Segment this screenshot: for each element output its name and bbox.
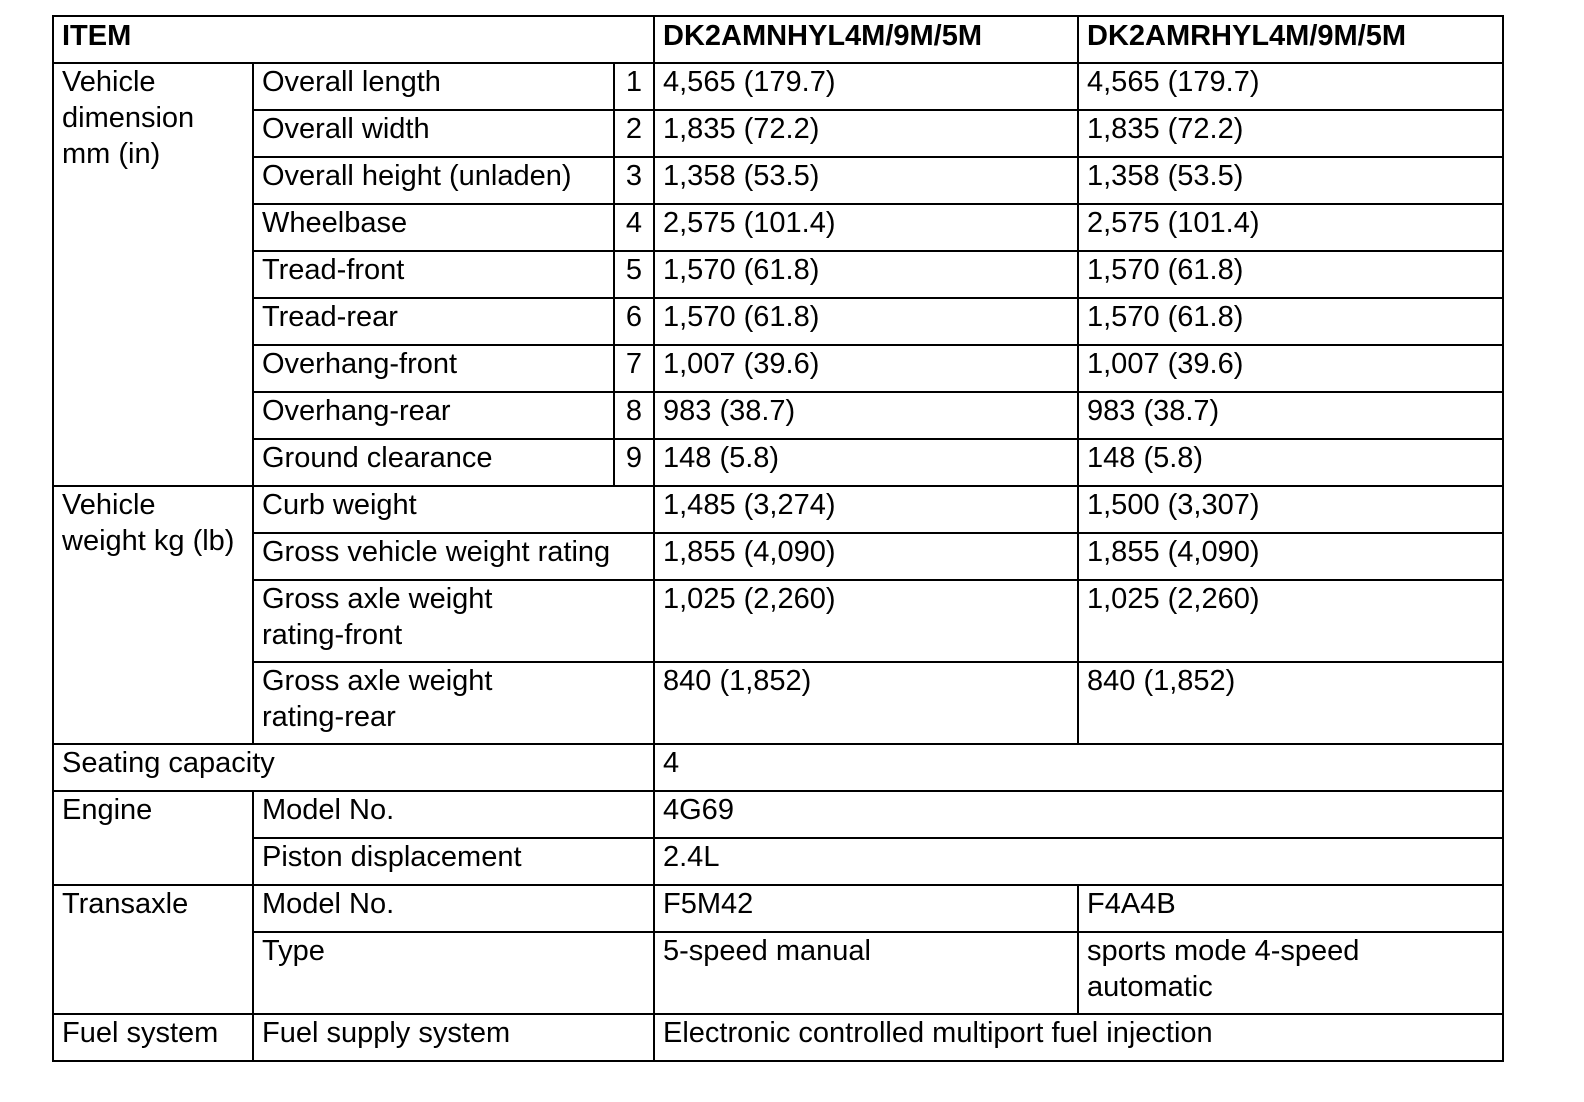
table-row (53, 439, 1503, 486)
row-label: Tread-front (253, 251, 614, 298)
row-value-2: 1,500 (3,307) (1078, 486, 1503, 533)
row-value-2: 1,025 (2,260) (1078, 580, 1503, 662)
row-value-1: 1,855 (4,090) (654, 533, 1078, 580)
table-row (53, 662, 1503, 744)
row-label: Overall height (unladen) (253, 157, 614, 204)
row-value-2: 1,007 (39.6) (1078, 345, 1503, 392)
row-value-1: 1,025 (2,260) (654, 580, 1078, 662)
row-number: 8 (614, 392, 654, 439)
row-label: Gross axle weight rating-rear (253, 662, 654, 744)
table-row (53, 1014, 1503, 1061)
table-row (53, 392, 1503, 439)
header-model-1: DK2AMNHYL4M/9M/5M (654, 16, 1078, 63)
row-value-2: 2,575 (101.4) (1078, 204, 1503, 251)
row-value-1: 1,358 (53.5) (654, 157, 1078, 204)
row-label: Gross vehicle weight rating (253, 533, 654, 580)
table-row (53, 533, 1503, 580)
row-number: 7 (614, 345, 654, 392)
transaxle-type-value-1: 5-speed manual (654, 932, 1078, 1014)
transaxle-model-label: Model No. (253, 885, 654, 932)
seating-value: 4 (654, 744, 1503, 791)
row-label: Gross axle weight rating-front (253, 580, 654, 662)
table-row (53, 251, 1503, 298)
seating-label: Seating capacity (53, 744, 654, 791)
transaxle-type-value-2: sports mode 4-speed automatic (1078, 932, 1503, 1014)
row-number: 2 (614, 110, 654, 157)
table-row (53, 580, 1503, 662)
row-number: 1 (614, 63, 654, 110)
row-value-2: 1,358 (53.5) (1078, 157, 1503, 204)
row-label: Ground clearance (253, 439, 614, 486)
row-label: Overall width (253, 110, 614, 157)
row-value-1: 148 (5.8) (654, 439, 1078, 486)
table-row (53, 744, 1503, 791)
row-number: 6 (614, 298, 654, 345)
row-value-2: 4,565 (179.7) (1078, 63, 1503, 110)
fuel-supply-label: Fuel supply system (253, 1014, 654, 1061)
table-row (53, 110, 1503, 157)
header-row (53, 16, 1503, 63)
row-value-2: 840 (1,852) (1078, 662, 1503, 744)
engine-model-label: Model No. (253, 791, 654, 838)
row-number: 9 (614, 439, 654, 486)
table-row (53, 157, 1503, 204)
transaxle-model-value-2: F4A4B (1078, 885, 1503, 932)
row-number: 3 (614, 157, 654, 204)
row-value-1: 1,570 (61.8) (654, 251, 1078, 298)
row-value-2: 1,570 (61.8) (1078, 298, 1503, 345)
row-number: 5 (614, 251, 654, 298)
row-label: Overall length (253, 63, 614, 110)
row-value-1: 983 (38.7) (654, 392, 1078, 439)
dimension-group-label: Vehicle dimension mm (in) (53, 63, 253, 486)
row-label: Curb weight (253, 486, 654, 533)
table-row (53, 204, 1503, 251)
table-row (53, 63, 1503, 110)
row-value-1: 2,575 (101.4) (654, 204, 1078, 251)
header-model-2: DK2AMRHYL4M/9M/5M (1078, 16, 1503, 63)
row-value-1: 4,565 (179.7) (654, 63, 1078, 110)
transaxle-group-label: Transaxle (53, 885, 253, 1014)
fuel-supply-value: Electronic controlled multiport fuel injection (654, 1014, 1503, 1061)
row-label: Overhang-rear (253, 392, 614, 439)
engine-displacement-label: Piston displacement (253, 838, 654, 885)
table-row (53, 838, 1503, 885)
transaxle-model-value-1: F5M42 (654, 885, 1078, 932)
weight-group-label: Vehicle weight kg (lb) (53, 486, 253, 744)
engine-displacement-value: 2.4L (654, 838, 1503, 885)
row-label: Overhang-front (253, 345, 614, 392)
row-value-2: 1,835 (72.2) (1078, 110, 1503, 157)
row-number: 4 (614, 204, 654, 251)
row-value-2: 983 (38.7) (1078, 392, 1503, 439)
row-value-1: 840 (1,852) (654, 662, 1078, 744)
table-row (53, 298, 1503, 345)
engine-model-value: 4G69 (654, 791, 1503, 838)
row-label: Wheelbase (253, 204, 614, 251)
specifications-table (52, 15, 1504, 1062)
fuel-group-label: Fuel system (53, 1014, 253, 1061)
row-value-1: 1,835 (72.2) (654, 110, 1078, 157)
table-row (53, 885, 1503, 932)
table-row (53, 932, 1503, 1014)
row-value-2: 1,570 (61.8) (1078, 251, 1503, 298)
row-value-2: 148 (5.8) (1078, 439, 1503, 486)
table-row (53, 486, 1503, 533)
table-row (53, 791, 1503, 838)
row-value-1: 1,007 (39.6) (654, 345, 1078, 392)
row-label: Tread-rear (253, 298, 614, 345)
table-row (53, 345, 1503, 392)
row-value-1: 1,485 (3,274) (654, 486, 1078, 533)
engine-group-label: Engine (53, 791, 253, 885)
row-value-2: 1,855 (4,090) (1078, 533, 1503, 580)
row-value-1: 1,570 (61.8) (654, 298, 1078, 345)
header-item: ITEM (53, 16, 654, 63)
transaxle-type-label: Type (253, 932, 654, 1014)
